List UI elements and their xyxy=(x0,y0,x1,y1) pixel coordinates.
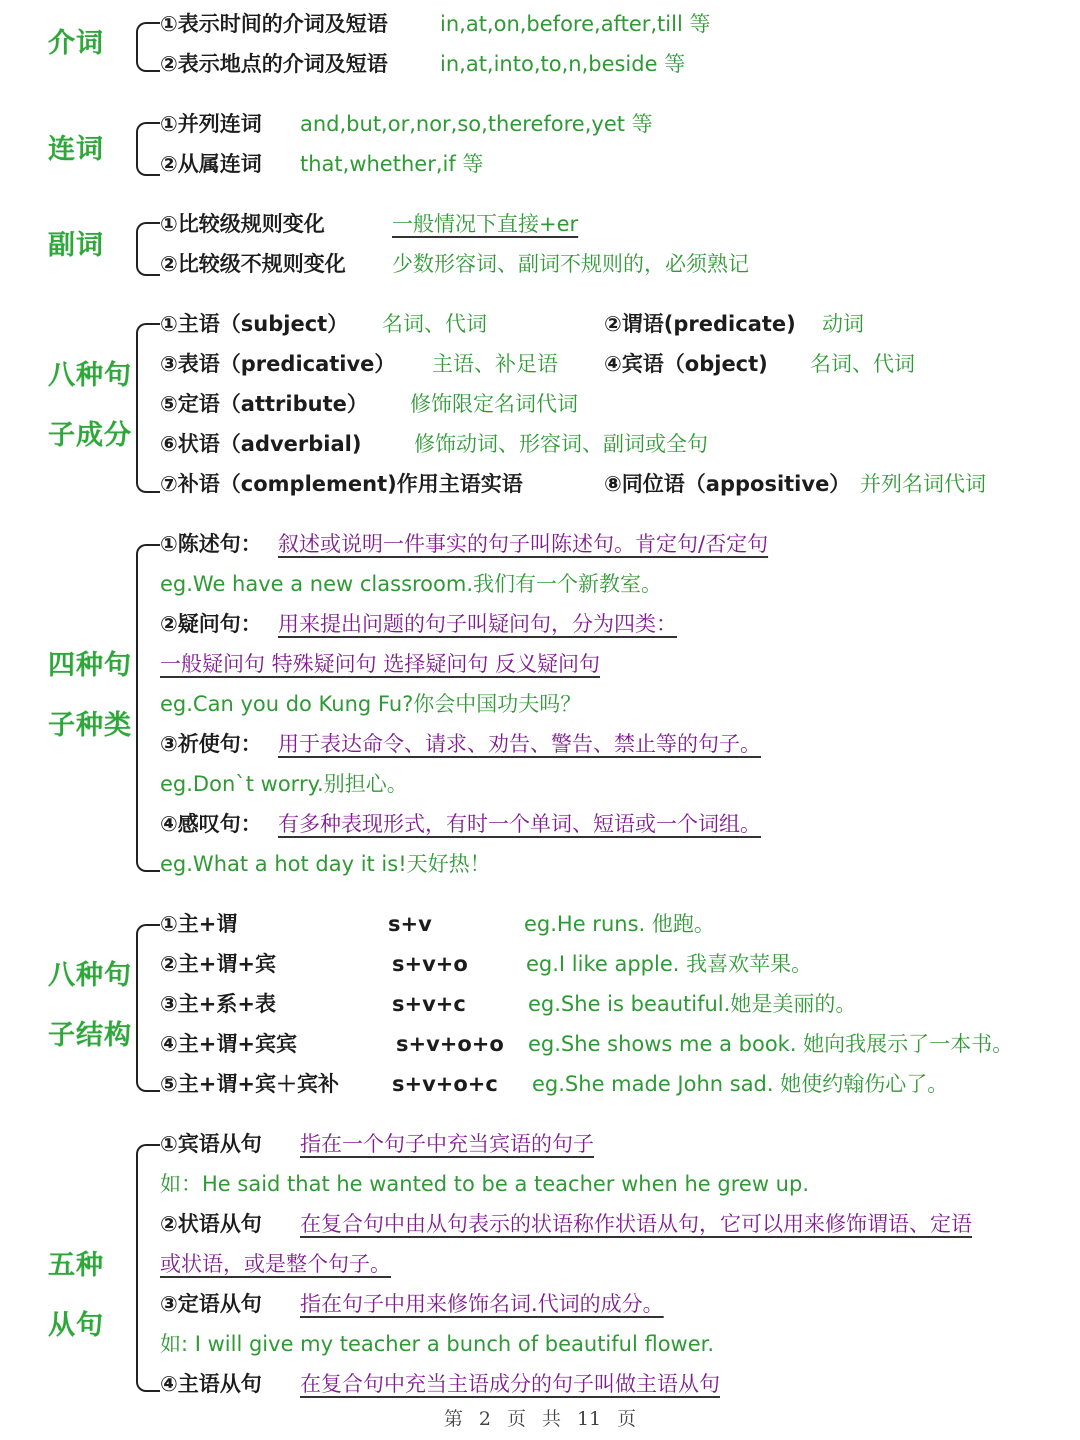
row-label: ①并列连词 xyxy=(160,112,262,136)
row-label: ⑤主+谓+宾＋宾补 xyxy=(160,1072,339,1096)
row-label: ③表语（predicative） xyxy=(160,352,396,376)
row-label-2: ⑧同位语（appositive） xyxy=(604,472,851,496)
example-text: eg.Don`t worry.别担心。 xyxy=(160,772,408,796)
bracket xyxy=(136,924,160,1092)
row-label: ①宾语从句 xyxy=(160,1132,262,1156)
section-title xyxy=(48,1236,104,1356)
section-title-line: 四种句 xyxy=(48,650,132,681)
example-text: eg.What a hot day it is!天好热！ xyxy=(160,852,491,876)
example-text: eg.We have a new classroom.我们有一个新教室。 xyxy=(160,572,663,596)
section-title-line: 子成分 xyxy=(48,420,132,451)
row-label: ①比较级规则变化 xyxy=(160,212,325,236)
row-desc: 指在句子中用来修饰名词.代词的成分。 xyxy=(300,1292,664,1316)
section-title-line: 介词 xyxy=(48,28,104,59)
row-label: ①主语（subject） xyxy=(160,312,349,336)
row-desc: 在复合句中充当主语成分的句子叫做主语从句 xyxy=(300,1372,720,1396)
section-title-line: 八种句 xyxy=(48,960,132,991)
section-title xyxy=(48,14,104,74)
formula: s+v+o xyxy=(392,952,468,976)
row-desc-2: 动词 xyxy=(822,312,864,336)
row-desc: in,at,on,before,after,till 等 xyxy=(440,12,711,36)
row-desc: 有多种表现形式，有时一个单词、短语或一个词组。 xyxy=(278,812,761,836)
page-number: 2 xyxy=(478,1408,491,1430)
row-label: ④主+谓+宾宾 xyxy=(160,1032,297,1056)
section-title-line: 连词 xyxy=(48,134,104,165)
row-desc: 叙述或说明一件事实的句子叫陈述句。肯定句/否定句 xyxy=(278,532,769,556)
row-label-2: ④宾语（object) xyxy=(604,352,768,376)
formula: s+v+o+o xyxy=(396,1032,504,1056)
row-desc-2: 并列名词代词 xyxy=(860,472,986,496)
example-text: eg.I like apple. 我喜欢苹果。 xyxy=(526,952,813,976)
example-text: eg.He runs. 他跑。 xyxy=(524,912,715,936)
bracket xyxy=(136,22,160,72)
row-desc: 用于表达命令、请求、劝告、警告、禁止等的句子。 xyxy=(278,732,761,756)
row-desc: 在复合句中由从句表示的状语称作状语从句，它可以用来修饰谓语、定语 xyxy=(300,1212,972,1236)
row-desc-2: 名词、代词 xyxy=(810,352,915,376)
row-label: ③祈使句： xyxy=(160,732,262,756)
row-label: ③主+系+表 xyxy=(160,992,276,1016)
bracket xyxy=(136,544,160,872)
bracket xyxy=(136,122,160,176)
bracket xyxy=(136,323,160,493)
row-desc: that,whether,if 等 xyxy=(300,152,484,176)
footer-text: 页 xyxy=(506,1408,526,1430)
row-desc: 用来提出问题的句子叫疑问句，分为四类： xyxy=(278,612,677,636)
footer-text: 共 xyxy=(541,1408,561,1430)
formula: s+v xyxy=(388,912,432,936)
section-title xyxy=(48,216,104,276)
section-title-line: 八种句 xyxy=(48,360,132,391)
row-desc: 指在一个句子中充当宾语的句子 xyxy=(300,1132,594,1156)
row-label: ②从属连词 xyxy=(160,152,262,176)
example-text: eg.She is beautiful.她是美丽的。 xyxy=(528,992,857,1016)
row-label: ⑦补语（complement)作用主语实语 xyxy=(160,472,523,496)
row-desc: 名词、代词 xyxy=(382,312,487,336)
row-label: ④感叹句： xyxy=(160,812,262,836)
continuation-text: 一般疑问句 特殊疑问句 选择疑问句 反义疑问句 xyxy=(160,652,601,676)
example-text: 如: I will give my teacher a bunch of beautiful flower. xyxy=(160,1332,715,1356)
row-label: ⑤定语（attribute） xyxy=(160,392,368,416)
section-title-line: 子结构 xyxy=(48,1020,132,1051)
continuation-text: 或状语，或是整个句子。 xyxy=(160,1252,391,1276)
row-desc: 主语、补足语 xyxy=(432,352,558,376)
row-desc: 修饰限定名词代词 xyxy=(410,392,578,416)
row-label: ①表示时间的介词及短语 xyxy=(160,12,388,36)
section-title xyxy=(48,636,132,756)
row-label: ①主+谓 xyxy=(160,912,238,936)
section-title xyxy=(48,120,104,180)
row-label: ④主语从句 xyxy=(160,1372,262,1396)
row-label: ②比较级不规则变化 xyxy=(160,252,346,276)
row-label: ②疑问句： xyxy=(160,612,262,636)
row-label: ②表示地点的介词及短语 xyxy=(160,52,388,76)
section-title xyxy=(48,946,132,1066)
row-label: ③定语从句 xyxy=(160,1292,262,1316)
row-label: ②状语从句 xyxy=(160,1212,262,1236)
example-text: 如：He said that he wanted to be a teacher when he grew up. xyxy=(160,1172,809,1196)
row-desc: and,but,or,nor,so,therefore,yet 等 xyxy=(300,112,653,136)
row-label: ①陈述句： xyxy=(160,532,262,556)
row-desc: 一般情况下直接+er xyxy=(392,212,579,236)
example-text: eg.Can you do Kung Fu?你会中国功夫吗？ xyxy=(160,692,582,716)
section-title-line: 五种 xyxy=(48,1250,104,1281)
section-title xyxy=(48,346,132,466)
example-text: eg.She made John sad. 她使约翰伤心了。 xyxy=(532,1072,949,1096)
bracket xyxy=(136,1144,160,1392)
formula: s+v+o+c xyxy=(392,1072,498,1096)
row-desc: in,at,into,to,n,beside 等 xyxy=(440,52,686,76)
page-total: 11 xyxy=(576,1408,602,1430)
example-text: eg.She shows me a book. 她向我展示了一本书。 xyxy=(528,1032,1014,1056)
row-label: ⑥状语（adverbial) xyxy=(160,432,362,456)
footer-text: 页 xyxy=(617,1408,637,1430)
bracket xyxy=(136,222,160,276)
formula: s+v+c xyxy=(392,992,466,1016)
row-label-2: ②谓语(predicate) xyxy=(604,312,796,336)
page-footer xyxy=(0,1404,1080,1431)
row-desc: 修饰动词、形容词、副词或全句 xyxy=(414,432,708,456)
row-label: ②主+谓+宾 xyxy=(160,952,276,976)
section-title-line: 从句 xyxy=(48,1310,104,1341)
section-title-line: 副词 xyxy=(48,230,104,261)
section-title-line: 子种类 xyxy=(48,710,132,741)
row-desc: 少数形容词、副词不规则的，必须熟记 xyxy=(392,252,749,276)
footer-text: 第 xyxy=(443,1408,463,1430)
